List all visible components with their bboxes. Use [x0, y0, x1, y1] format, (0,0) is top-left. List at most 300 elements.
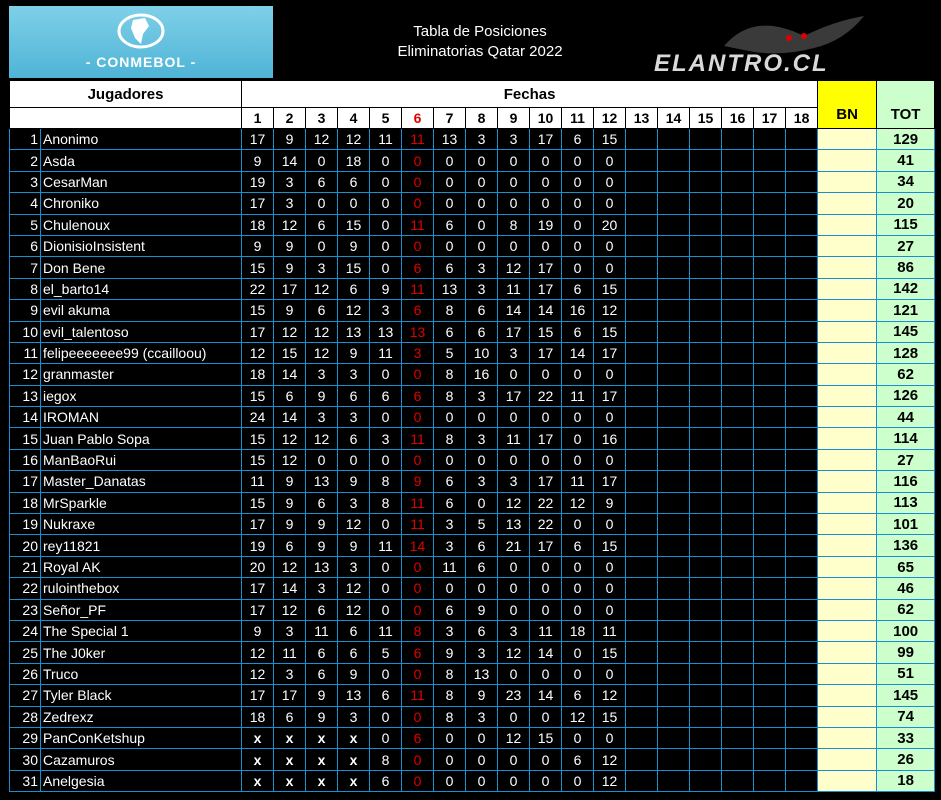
table-row: [10, 385, 935, 406]
round-header: 8: [466, 108, 498, 129]
score-cell: 9: [274, 257, 306, 278]
score-cell: 6: [402, 385, 434, 406]
score-cell: 0: [402, 171, 434, 192]
score-cell: 17: [242, 578, 274, 599]
empty-score-cell: [754, 492, 786, 513]
table-row: [10, 663, 935, 684]
score-cell: 9: [274, 492, 306, 513]
score-cell: 0: [562, 428, 594, 449]
score-cell: 0: [594, 364, 626, 385]
empty-score-cell: [626, 364, 658, 385]
table-row: [10, 471, 935, 492]
score-cell: 6: [370, 685, 402, 706]
score-cell: 0: [306, 193, 338, 214]
score-cell: 13: [338, 321, 370, 342]
score-cell: 6: [466, 300, 498, 321]
score-cell: 6: [274, 706, 306, 727]
score-cell: x: [306, 770, 338, 791]
score-cell: 0: [466, 235, 498, 256]
player-name-cell: granmaster: [41, 364, 242, 385]
score-cell: 0: [434, 193, 466, 214]
score-cell: 0: [370, 706, 402, 727]
empty-score-cell: [786, 492, 818, 513]
score-cell: 0: [370, 578, 402, 599]
score-cell: 17: [594, 385, 626, 406]
empty-score-cell: [626, 535, 658, 556]
empty-score-cell: [786, 257, 818, 278]
score-cell: 3: [274, 663, 306, 684]
table-row: [10, 364, 935, 385]
score-cell: 21: [498, 535, 530, 556]
empty-score-cell: [786, 578, 818, 599]
empty-score-cell: [722, 727, 754, 748]
empty-score-cell: [754, 214, 786, 235]
empty-score-cell: [722, 150, 754, 171]
score-cell: 17: [530, 278, 562, 299]
bn-cell: [818, 471, 877, 492]
empty-score-cell: [626, 471, 658, 492]
empty-score-cell: [690, 364, 722, 385]
table-row: [10, 556, 935, 577]
score-cell: x: [274, 770, 306, 791]
empty-score-cell: [690, 471, 722, 492]
score-cell: 11: [370, 342, 402, 363]
score-cell: 12: [242, 663, 274, 684]
score-cell: 6: [562, 278, 594, 299]
score-cell: 0: [434, 171, 466, 192]
empty-score-cell: [786, 706, 818, 727]
score-cell: 17: [274, 278, 306, 299]
table-row: [10, 300, 935, 321]
player-name-cell: Asda: [41, 150, 242, 171]
table-row: [10, 578, 935, 599]
empty-score-cell: [786, 620, 818, 641]
tot-cell: 33: [877, 727, 935, 748]
page-header: [0, 0, 941, 80]
empty-score-cell: [786, 727, 818, 748]
rank-cell: 6: [10, 235, 41, 256]
bn-cell: [818, 235, 877, 256]
empty-score-cell: [626, 749, 658, 770]
tot-cell: 114: [877, 428, 935, 449]
score-cell: 17: [530, 257, 562, 278]
empty-score-cell: [690, 492, 722, 513]
score-cell: 14: [274, 150, 306, 171]
empty-score-cell: [786, 235, 818, 256]
table-row: [10, 129, 935, 150]
score-cell: 0: [562, 193, 594, 214]
table-row: [10, 428, 935, 449]
table-row: [10, 535, 935, 556]
score-cell: 11: [242, 471, 274, 492]
empty-score-cell: [690, 385, 722, 406]
player-name-cell: felipeeeeeee99 (ccailloou): [41, 342, 242, 363]
round-header: 2: [274, 108, 306, 129]
empty-score-cell: [722, 129, 754, 150]
score-cell: 9: [274, 235, 306, 256]
empty-score-cell: [722, 407, 754, 428]
score-cell: 11: [370, 129, 402, 150]
rank-cell: 2: [10, 150, 41, 171]
score-cell: 0: [402, 599, 434, 620]
bn-cell: [818, 193, 877, 214]
empty-score-cell: [690, 449, 722, 470]
empty-score-cell: [690, 620, 722, 641]
score-cell: 22: [242, 278, 274, 299]
score-cell: 17: [242, 685, 274, 706]
rank-cell: 9: [10, 300, 41, 321]
tot-cell: 27: [877, 449, 935, 470]
score-cell: 13: [306, 556, 338, 577]
table-row: [10, 150, 935, 171]
bn-cell: [818, 171, 877, 192]
score-cell: 0: [466, 578, 498, 599]
empty-score-cell: [626, 578, 658, 599]
empty-score-cell: [786, 214, 818, 235]
score-cell: 13: [338, 685, 370, 706]
rank-cell: 22: [10, 578, 41, 599]
bn-cell: [818, 749, 877, 770]
table-row: [10, 642, 935, 663]
score-cell: 11: [402, 514, 434, 535]
score-cell: 6: [274, 385, 306, 406]
round-header: 6: [402, 108, 434, 129]
empty-score-cell: [722, 278, 754, 299]
bn-cell: [818, 428, 877, 449]
score-cell: 6: [370, 770, 402, 791]
tot-cell: 18: [877, 770, 935, 791]
score-cell: 9: [306, 706, 338, 727]
score-cell: 6: [306, 663, 338, 684]
score-cell: 11: [498, 428, 530, 449]
empty-score-cell: [690, 407, 722, 428]
score-cell: 11: [562, 385, 594, 406]
empty-score-cell: [690, 235, 722, 256]
empty-score-cell: [690, 278, 722, 299]
round-header: 15: [690, 108, 722, 129]
empty-score-cell: [626, 193, 658, 214]
score-cell: 0: [562, 214, 594, 235]
empty-score-cell: [754, 278, 786, 299]
score-cell: 15: [242, 385, 274, 406]
score-cell: 0: [338, 193, 370, 214]
score-cell: 11: [530, 620, 562, 641]
score-cell: 9: [274, 514, 306, 535]
score-cell: 17: [274, 685, 306, 706]
empty-score-cell: [658, 342, 690, 363]
empty-score-cell: [626, 257, 658, 278]
score-cell: 0: [434, 235, 466, 256]
score-cell: 15: [594, 535, 626, 556]
empty-score-cell: [658, 578, 690, 599]
tot-cell: 26: [877, 749, 935, 770]
player-name-cell: Don Bene: [41, 257, 242, 278]
bn-cell: [818, 599, 877, 620]
rank-cell: 15: [10, 428, 41, 449]
player-name-cell: evil akuma: [41, 300, 242, 321]
empty-score-cell: [786, 535, 818, 556]
score-cell: 14: [274, 578, 306, 599]
score-cell: 0: [370, 193, 402, 214]
score-cell: 8: [370, 492, 402, 513]
empty-score-cell: [626, 428, 658, 449]
score-cell: 20: [242, 556, 274, 577]
score-cell: 12: [338, 129, 370, 150]
players-header: Jugadores: [10, 81, 242, 108]
round-header: 4: [338, 108, 370, 129]
score-cell: 22: [530, 492, 562, 513]
score-cell: 13: [306, 471, 338, 492]
score-cell: 15: [594, 321, 626, 342]
score-cell: 14: [530, 642, 562, 663]
score-cell: 3: [498, 342, 530, 363]
score-cell: 3: [466, 257, 498, 278]
bn-cell: [818, 535, 877, 556]
score-cell: 8: [434, 428, 466, 449]
score-cell: 0: [562, 407, 594, 428]
score-cell: 3: [306, 257, 338, 278]
empty-score-cell: [786, 556, 818, 577]
score-cell: 0: [370, 663, 402, 684]
score-cell: 11: [402, 278, 434, 299]
score-cell: 3: [338, 706, 370, 727]
score-cell: 18: [242, 214, 274, 235]
tot-cell: 99: [877, 642, 935, 663]
empty-score-cell: [626, 321, 658, 342]
score-cell: 0: [370, 514, 402, 535]
score-cell: 12: [498, 492, 530, 513]
score-cell: 11: [434, 556, 466, 577]
score-cell: 0: [498, 578, 530, 599]
score-cell: 9: [274, 471, 306, 492]
empty-score-cell: [722, 685, 754, 706]
empty-score-cell: [722, 770, 754, 791]
player-name-cell: Master_Danatas: [41, 471, 242, 492]
rank-cell: 3: [10, 171, 41, 192]
rank-cell: 19: [10, 514, 41, 535]
bn-cell: [818, 556, 877, 577]
score-cell: x: [274, 749, 306, 770]
empty-score-cell: [690, 556, 722, 577]
player-name-cell: el_barto14: [41, 278, 242, 299]
score-cell: 5: [466, 514, 498, 535]
score-cell: 0: [498, 599, 530, 620]
empty-score-cell: [658, 706, 690, 727]
score-cell: 0: [562, 235, 594, 256]
score-cell: x: [274, 727, 306, 748]
score-cell: 0: [466, 727, 498, 748]
conmebol-emblem-icon: [115, 12, 167, 50]
score-cell: 0: [402, 749, 434, 770]
score-cell: 17: [530, 342, 562, 363]
score-cell: 11: [370, 535, 402, 556]
tot-header: TOT: [877, 81, 935, 129]
empty-score-cell: [722, 706, 754, 727]
rank-cell: 16: [10, 449, 41, 470]
score-cell: 0: [562, 556, 594, 577]
empty-score-cell: [754, 599, 786, 620]
bn-cell: [818, 364, 877, 385]
empty-score-cell: [626, 300, 658, 321]
score-cell: 12: [242, 342, 274, 363]
score-cell: 12: [306, 342, 338, 363]
score-cell: 9: [434, 642, 466, 663]
dates-header: Fechas: [242, 81, 818, 108]
score-cell: 6: [562, 129, 594, 150]
score-cell: 3: [466, 471, 498, 492]
score-cell: 0: [594, 578, 626, 599]
empty-score-cell: [754, 685, 786, 706]
tot-cell: 27: [877, 235, 935, 256]
empty-score-cell: [658, 535, 690, 556]
score-cell: 11: [562, 471, 594, 492]
score-cell: 9: [242, 235, 274, 256]
score-cell: 0: [498, 663, 530, 684]
empty-score-cell: [626, 514, 658, 535]
empty-score-cell: [658, 749, 690, 770]
tot-cell: 145: [877, 321, 935, 342]
tot-cell: 34: [877, 171, 935, 192]
score-cell: 12: [498, 727, 530, 748]
title-line-2: Eliminatorias Qatar 2022: [397, 43, 563, 60]
score-cell: 17: [498, 321, 530, 342]
score-cell: 17: [594, 471, 626, 492]
empty-score-cell: [722, 578, 754, 599]
score-cell: 13: [498, 514, 530, 535]
table-row: [10, 278, 935, 299]
player-name-cell: rey11821: [41, 535, 242, 556]
empty-score-cell: [690, 514, 722, 535]
empty-score-cell: [626, 385, 658, 406]
score-cell: 3: [466, 428, 498, 449]
rank-cell: 31: [10, 770, 41, 791]
tot-cell: 41: [877, 150, 935, 171]
score-cell: 14: [274, 364, 306, 385]
player-name-cell: Royal AK: [41, 556, 242, 577]
score-cell: 12: [562, 706, 594, 727]
score-cell: 16: [466, 364, 498, 385]
score-cell: 0: [530, 599, 562, 620]
score-cell: 6: [562, 685, 594, 706]
score-cell: 13: [370, 321, 402, 342]
bn-cell: [818, 150, 877, 171]
player-name-cell: PanConKetshup: [41, 727, 242, 748]
score-cell: 9: [338, 235, 370, 256]
score-cell: 3: [338, 492, 370, 513]
score-cell: 0: [370, 150, 402, 171]
empty-score-cell: [658, 599, 690, 620]
bn-cell: [818, 727, 877, 748]
score-cell: 8: [434, 685, 466, 706]
empty-score-cell: [626, 129, 658, 150]
score-cell: 3: [338, 407, 370, 428]
round-header: 17: [754, 108, 786, 129]
table-row: [10, 342, 935, 363]
table-row: [10, 599, 935, 620]
player-name-cell: DionisioInsistent: [41, 235, 242, 256]
empty-score-cell: [722, 171, 754, 192]
rank-cell: 30: [10, 749, 41, 770]
player-name-cell: Señor_PF: [41, 599, 242, 620]
score-cell: 0: [434, 578, 466, 599]
score-cell: 0: [466, 171, 498, 192]
score-cell: 6: [306, 171, 338, 192]
bn-cell: [818, 278, 877, 299]
score-cell: 0: [562, 727, 594, 748]
score-cell: 0: [594, 193, 626, 214]
player-name-cell: Truco: [41, 663, 242, 684]
empty-score-cell: [690, 129, 722, 150]
score-cell: 3: [274, 620, 306, 641]
bn-cell: [818, 492, 877, 513]
player-name-cell: iegox: [41, 385, 242, 406]
score-cell: x: [338, 770, 370, 791]
score-cell: 3: [370, 428, 402, 449]
round-header: 10: [530, 108, 562, 129]
empty-score-cell: [626, 150, 658, 171]
score-cell: 0: [594, 407, 626, 428]
empty-score-cell: [754, 449, 786, 470]
score-cell: 0: [498, 749, 530, 770]
score-cell: 6: [338, 428, 370, 449]
score-cell: 13: [434, 278, 466, 299]
score-cell: 11: [402, 492, 434, 513]
score-cell: 18: [338, 150, 370, 171]
score-cell: 0: [434, 727, 466, 748]
score-cell: 6: [434, 257, 466, 278]
table-row: [10, 214, 935, 235]
rank-cell: 21: [10, 556, 41, 577]
round-header: 9: [498, 108, 530, 129]
score-cell: 0: [530, 171, 562, 192]
score-cell: 0: [562, 663, 594, 684]
empty-score-cell: [754, 364, 786, 385]
score-cell: 9: [370, 278, 402, 299]
score-cell: 0: [530, 770, 562, 791]
empty-score-cell: [722, 642, 754, 663]
empty-score-cell: [754, 300, 786, 321]
score-cell: 0: [530, 150, 562, 171]
score-cell: x: [242, 770, 274, 791]
player-name-cell: Chroniko: [41, 193, 242, 214]
tot-cell: 113: [877, 492, 935, 513]
score-cell: 0: [402, 150, 434, 171]
score-cell: 12: [274, 428, 306, 449]
score-cell: 18: [242, 364, 274, 385]
empty-score-cell: [722, 300, 754, 321]
empty-score-cell: [722, 257, 754, 278]
empty-score-cell: [754, 171, 786, 192]
player-name-cell: Tyler Black: [41, 685, 242, 706]
score-cell: 6: [466, 556, 498, 577]
empty-score-cell: [786, 471, 818, 492]
score-cell: 14: [402, 535, 434, 556]
empty-score-cell: [786, 749, 818, 770]
rank-cell: 8: [10, 278, 41, 299]
score-cell: 0: [530, 449, 562, 470]
empty-score-cell: [754, 321, 786, 342]
score-cell: 12: [594, 770, 626, 791]
score-cell: 12: [306, 428, 338, 449]
score-cell: 0: [562, 642, 594, 663]
score-cell: 0: [594, 556, 626, 577]
score-cell: 9: [306, 685, 338, 706]
empty-score-cell: [754, 706, 786, 727]
round-header: 1: [242, 108, 274, 129]
empty-score-cell: [690, 193, 722, 214]
score-cell: 0: [530, 193, 562, 214]
score-cell: 0: [306, 449, 338, 470]
